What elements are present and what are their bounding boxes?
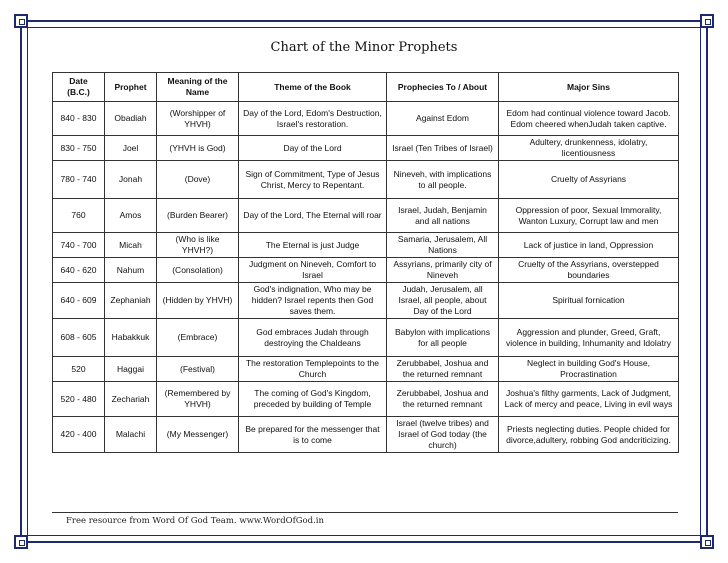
cell-meaning: (Embrace) <box>157 319 239 357</box>
cell-sins: Aggression and plunder, Greed, Graft, violence in building, Inhumanity and Idolatry <box>499 319 679 357</box>
cell-date: 640 - 620 <box>53 258 105 283</box>
table-row <box>53 417 679 453</box>
cell-prophet: Zechariah <box>105 382 157 417</box>
table-row <box>53 161 679 199</box>
page-title: Chart of the Minor Prophets <box>270 40 458 55</box>
header-prophecies: Prophecies To / About <box>387 73 499 102</box>
cell-prophecies: Babylon with implications for all people <box>387 319 499 357</box>
cell-meaning: (Worshipper of YHVH) <box>157 102 239 136</box>
cell-meaning: (Dove) <box>157 161 239 199</box>
cell-meaning: (Burden Bearer) <box>157 199 239 233</box>
cell-date: 640 - 609 <box>53 283 105 319</box>
footer-credit: Free resource from Word Of God Team. www.WordOfGod.in <box>66 516 324 526</box>
cell-sins: Cruelty of the Assyrians, overstepped boundaries <box>499 258 679 283</box>
header-date: Date (B.C.) <box>53 73 105 102</box>
cell-prophecies: Zerubbabel, Joshua and the returned remnant <box>387 357 499 382</box>
table-row <box>53 357 679 382</box>
cell-prophet: Zephaniah <box>105 283 157 319</box>
cell-prophet: Obadiah <box>105 102 157 136</box>
cell-theme: Day of the Lord, Edom's Destruction, Israel's restoration. <box>239 102 387 136</box>
cell-prophet: Jonah <box>105 161 157 199</box>
cell-date: 520 - 480 <box>53 382 105 417</box>
corner-ornament-bottom-left <box>14 535 28 549</box>
cell-sins: Priests neglecting duties. People chided for divorce,adultery, robbing God andcriticizing. <box>499 417 679 453</box>
table-row <box>53 199 679 233</box>
cell-meaning: (My Messenger) <box>157 417 239 453</box>
cell-prophecies: Samaria, Jerusalem, All Nations <box>387 233 499 258</box>
cell-prophet: Nahum <box>105 258 157 283</box>
cell-prophecies: Assyrians, primarily city of Nineveh <box>387 258 499 283</box>
cell-theme: Sign of Commitment, Type of Jesus Christ, Mercy to Repentant. <box>239 161 387 199</box>
cell-theme: Be prepared for the messenger that is to come <box>239 417 387 453</box>
table-row <box>53 283 679 319</box>
cell-date: 420 - 400 <box>53 417 105 453</box>
cell-prophet: Amos <box>105 199 157 233</box>
table-row <box>53 233 679 258</box>
cell-prophecies: Nineveh, with implications to all people. <box>387 161 499 199</box>
header-theme: Theme of the Book <box>239 73 387 102</box>
footer-divider <box>52 512 678 513</box>
cell-prophecies: Israel, Judah, Benjamin and all nations <box>387 199 499 233</box>
cell-date: 830 - 750 <box>53 136 105 161</box>
cell-meaning: (Festival) <box>157 357 239 382</box>
cell-prophecies: Israel (twelve tribes) and Israel of God today (the church) <box>387 417 499 453</box>
cell-date: 740 - 700 <box>53 233 105 258</box>
header-sins: Major Sins <box>499 73 679 102</box>
cell-theme: The coming of God's Kingdom, preceded by building of Temple <box>239 382 387 417</box>
cell-sins: Joshua's filthy garments, Lack of Judgment, Lack of mercy and peace, Living in evil ways <box>499 382 679 417</box>
cell-prophet: Micah <box>105 233 157 258</box>
header-prophet: Prophet <box>105 73 157 102</box>
cell-sins: Lack of justice in land, Oppression <box>499 233 679 258</box>
table-row <box>53 102 679 136</box>
cell-prophet: Habakkuk <box>105 319 157 357</box>
cell-prophecies: Against Edom <box>387 102 499 136</box>
cell-date: 840 - 830 <box>53 102 105 136</box>
cell-sins: Spiritual fornication <box>499 283 679 319</box>
table-row <box>53 319 679 357</box>
table-header-row <box>53 73 679 102</box>
cell-meaning: (Consolation) <box>157 258 239 283</box>
cell-sins: Cruelty of Assyrians <box>499 161 679 199</box>
cell-prophecies: Judah, Jerusalem, all Israel, all people, about Day of the Lord <box>387 283 499 319</box>
cell-prophet: Joel <box>105 136 157 161</box>
cell-meaning: (Who is like YHVH?) <box>157 233 239 258</box>
corner-ornament-bottom-right <box>700 535 714 549</box>
cell-theme: The Eternal is just Judge <box>239 233 387 258</box>
cell-theme: Day of the Lord <box>239 136 387 161</box>
cell-date: 608 - 605 <box>53 319 105 357</box>
cell-theme: Day of the Lord, The Eternal will roar <box>239 199 387 233</box>
cell-prophecies: Zerubbabel, Joshua and the returned remnant <box>387 382 499 417</box>
corner-ornament-top-left <box>14 14 28 28</box>
table-row <box>53 258 679 283</box>
cell-prophecies: Israel (Ten Tribes of Israel) <box>387 136 499 161</box>
cell-meaning: (Hidden by YHVH) <box>157 283 239 319</box>
cell-date: 780 - 740 <box>53 161 105 199</box>
cell-theme: The restoration Templepoints to the Church <box>239 357 387 382</box>
cell-date: 520 <box>53 357 105 382</box>
cell-theme: God embraces Judah through destroying the Chaldeans <box>239 319 387 357</box>
cell-theme: Judgment on Nineveh, Comfort to Israel <box>239 258 387 283</box>
table-row <box>53 382 679 417</box>
cell-meaning: (YHVH is God) <box>157 136 239 161</box>
cell-prophet: Malachi <box>105 417 157 453</box>
corner-ornament-top-right <box>700 14 714 28</box>
cell-sins: Edom had continual violence toward Jacob. Edom cheered whenJudah taken captive. <box>499 102 679 136</box>
cell-date: 760 <box>53 199 105 233</box>
cell-sins: Neglect in building God's House, Procrastination <box>499 357 679 382</box>
cell-prophet: Haggai <box>105 357 157 382</box>
cell-sins: Oppression of poor, Sexual Immorality, Wanton Luxury, Corrupt law and men <box>499 199 679 233</box>
cell-meaning: (Remembered by YHVH) <box>157 382 239 417</box>
header-meaning: Meaning of the Name <box>157 73 239 102</box>
cell-theme: God's indignation, Who may be hidden? Israel repents then God saves them. <box>239 283 387 319</box>
prophets-table <box>52 72 679 453</box>
cell-sins: Adultery, drunkenness, idolatry, licentiousness <box>499 136 679 161</box>
table-row <box>53 136 679 161</box>
